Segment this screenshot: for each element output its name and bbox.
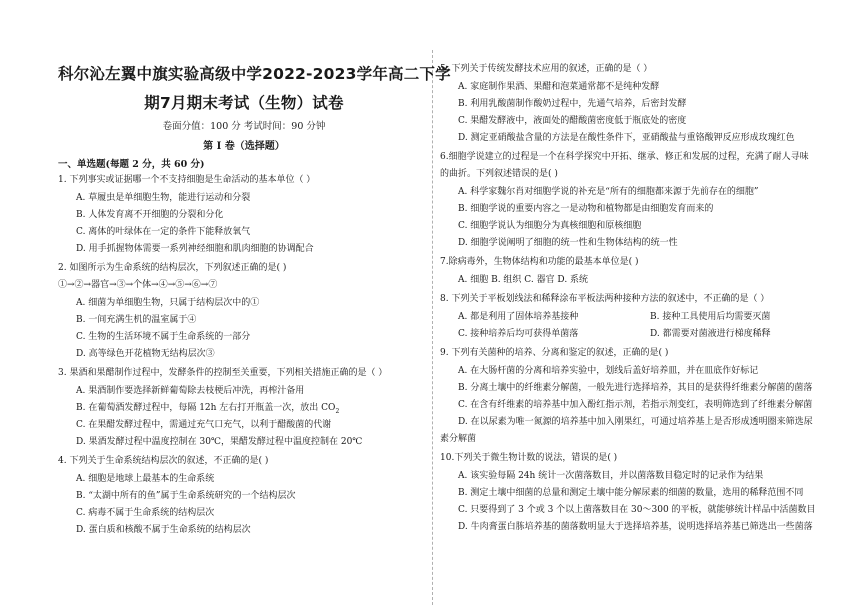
q6-option-b: B. 细胞学说的重要内容之一是动物和植物都是由细胞发育而来的 [458, 204, 714, 214]
q6-option-c: C. 细胞学说认为细胞分为真核细胞和原核细胞 [458, 221, 642, 231]
q4-option-a: A. 细胞是地球上最基本的生命系统 [76, 474, 215, 484]
q1-option-d: D. 用手抓握物体需要一系列神经细胞和肌肉细胞的协调配合 [76, 244, 314, 254]
part1-heading: 一、单选题(每题 2 分，共 60 分) [58, 159, 205, 170]
q1-option-a: A. 草履虫是单细胞生物，能进行运动和分裂 [76, 193, 251, 203]
q8-option-d: D. 都需要对菌液进行梯度稀释 [650, 329, 771, 339]
q3-option-b-subscript: 2 [335, 407, 340, 415]
q2-option-a: A. 细菌为单细胞生物，只属于结构层次中的① [76, 298, 260, 308]
q10-option-d: D. 牛肉膏蛋白胨培养基的菌落数明显大于选择培养基，说明选择培养基已筛选出一些菌落 [458, 522, 813, 532]
q5-option-b: B. 利用乳酸菌制作酸奶过程中，先通气培养，后密封发酵 [458, 99, 687, 109]
q2-stem: 2. 如图所示为生命系统的结构层次，下列叙述正确的是( ) [58, 263, 287, 273]
q1-stem: 1. 下列事实或证据哪一个不支持细胞是生命活动的基本单位（ ） [58, 175, 316, 185]
q9-stem: 9. 下列有关菌种的培养、分离和鉴定的叙述，正确的是( ) [440, 348, 669, 358]
q2-option-c: C. 生物的生活环境不属于生命系统的一部分 [76, 332, 251, 342]
q9-option-a: A. 在大肠杆菌的分离和培养实验中，划线后盖好培养皿，并在皿底作好标记 [458, 366, 759, 376]
q7-stem: 7.除病毒外，生物体结构和功能的最基本单位是( ) [440, 257, 639, 267]
q6-stem-line2: 的曲折。下列叙述错误的是( ) [440, 169, 558, 179]
q2-chain: ①→②→器官→③→个体→④→⑤→⑥→⑦ [58, 280, 218, 290]
q3-option-b [76, 402, 339, 418]
q9-option-b: B. 分离土壤中的纤维素分解菌，一般先进行选择培养，其目的是获得纤维素分解菌的菌落 [458, 383, 813, 393]
exam-title-line2: 期7月期末考试（生物）试卷 [144, 94, 344, 112]
q9-option-d-line1: D. 在以尿素为唯一氮源的培养基中加入刚果红，可通过培养基上是否形成透明圈来筛选尿 [458, 417, 813, 427]
q10-option-b: B. 测定土壤中细菌的总量和测定土壤中能分解尿素的细菌的数量，选用的稀释范围不同 [458, 488, 804, 498]
q5-option-d: D. 测定亚硝酸盐含量的方法是在酸性条件下，亚硝酸盐与重铬酸钾反应形成玫瑰红色 [458, 133, 795, 143]
q1-option-b: B. 人体发育离不开细胞的分裂和分化 [76, 210, 224, 220]
q8-option-b: B. 接种工具使用后均需要灭菌 [650, 312, 771, 322]
q4-stem: 4. 下列关于生命系统结构层次的叙述，不正确的是( ) [58, 456, 269, 466]
q9-option-c: C. 在含有纤维素的培养基中加入酚红指示剂，若指示剂变红，表明筛选到了纤维素分解菌 [458, 400, 813, 410]
q9-option-d-line2: 素分解菌 [440, 434, 477, 444]
q6-option-a: A. 科学家魏尔肖对细胞学说的补充是“所有的细胞都来源于先前存在的细胞” [458, 187, 759, 197]
q5-stem: 5. 下列关于传统发酵技术应用的叙述，正确的是（ ） [440, 64, 653, 74]
q2-option-b: B. 一间充满生机的温室属于④ [76, 315, 197, 325]
q3-option-b-text: B. 在葡萄酒发酵过程中，每隔 12h 左右打开瓶盖一次，放出 CO [76, 403, 336, 413]
q3-option-a: A. 果酒制作要选择新鲜葡萄除去枝梗后冲洗，再榨汁备用 [76, 386, 305, 396]
exam-meta: 卷面分值：100 分 考试时间：90 分钟 [162, 121, 326, 132]
q4-option-d: D. 蛋白质和核酸不属于生命系统的结构层次 [76, 525, 251, 535]
section-heading: 第 I 卷（选择题） [203, 141, 285, 152]
q3-option-c: C. 在果醋发酵过程中，需通过充气口充气，以利于醋酸菌的代谢 [76, 420, 332, 430]
column-divider [432, 50, 433, 605]
q5-option-a: A. 家庭制作果酒、果醋和泡菜通常都不是纯种发酵 [458, 82, 660, 92]
q8-stem: 8. 下列关于平板划线法和稀释涂布平板法两种接种方法的叙述中，不正确的是（ ） [440, 294, 770, 304]
q4-option-b: B. “太湖中所有的鱼”属于生命系统研究的一个结构层次 [76, 491, 296, 501]
q10-stem: 10.下列关于微生物计数的说法，错误的是( ) [440, 453, 618, 463]
q3-option-d: D. 果酒发酵过程中温度控制在 30℃，果醋发酵过程中温度控制在 20℃ [76, 437, 363, 447]
q8-option-c: C. 接种培养后均可获得单菌落 [458, 329, 579, 339]
q1-option-c: C. 离体的叶绿体在一定的条件下能释放氧气 [76, 227, 251, 237]
q5-option-c: C. 果醋发酵液中，液面处的醋酸菌密度低于瓶底处的密度 [458, 116, 687, 126]
q8-option-a: A. 都是利用了固体培养基接种 [458, 312, 579, 322]
exam-title-line1: 科尔沁左翼中旗实验高级中学2022-2023学年高二下学 [58, 65, 451, 83]
q10-option-a: A. 该实验每隔 24h 统计一次菌落数目，并以菌落数目稳定时的记录作为结果 [458, 471, 764, 481]
q2-option-d: D. 高等绿色开花植物无结构层次③ [76, 349, 215, 359]
q6-option-d: D. 细胞学说阐明了细胞的统一性和生物体结构的统一性 [458, 238, 678, 248]
q3-stem: 3. 果酒和果醋制作过程中，发酵条件的控制至关重要，下列相关措施正确的是（ ） [58, 368, 388, 378]
q7-options: A. 细胞 B. 组织 C. 器官 D. 系统 [458, 275, 589, 285]
q10-option-c: C. 只要得到了 3 个或 3 个以上菌落数目在 30～300 的平板，就能够统计样品中活菌数目 [458, 505, 816, 515]
q6-stem-line1: 6.细胞学说建立的过程是一个在科学探究中开拓、继承、修正和发展的过程，充满了耐人寻味 [440, 152, 809, 162]
q4-option-c: C. 病毒不属于生命系统的结构层次 [76, 508, 215, 518]
